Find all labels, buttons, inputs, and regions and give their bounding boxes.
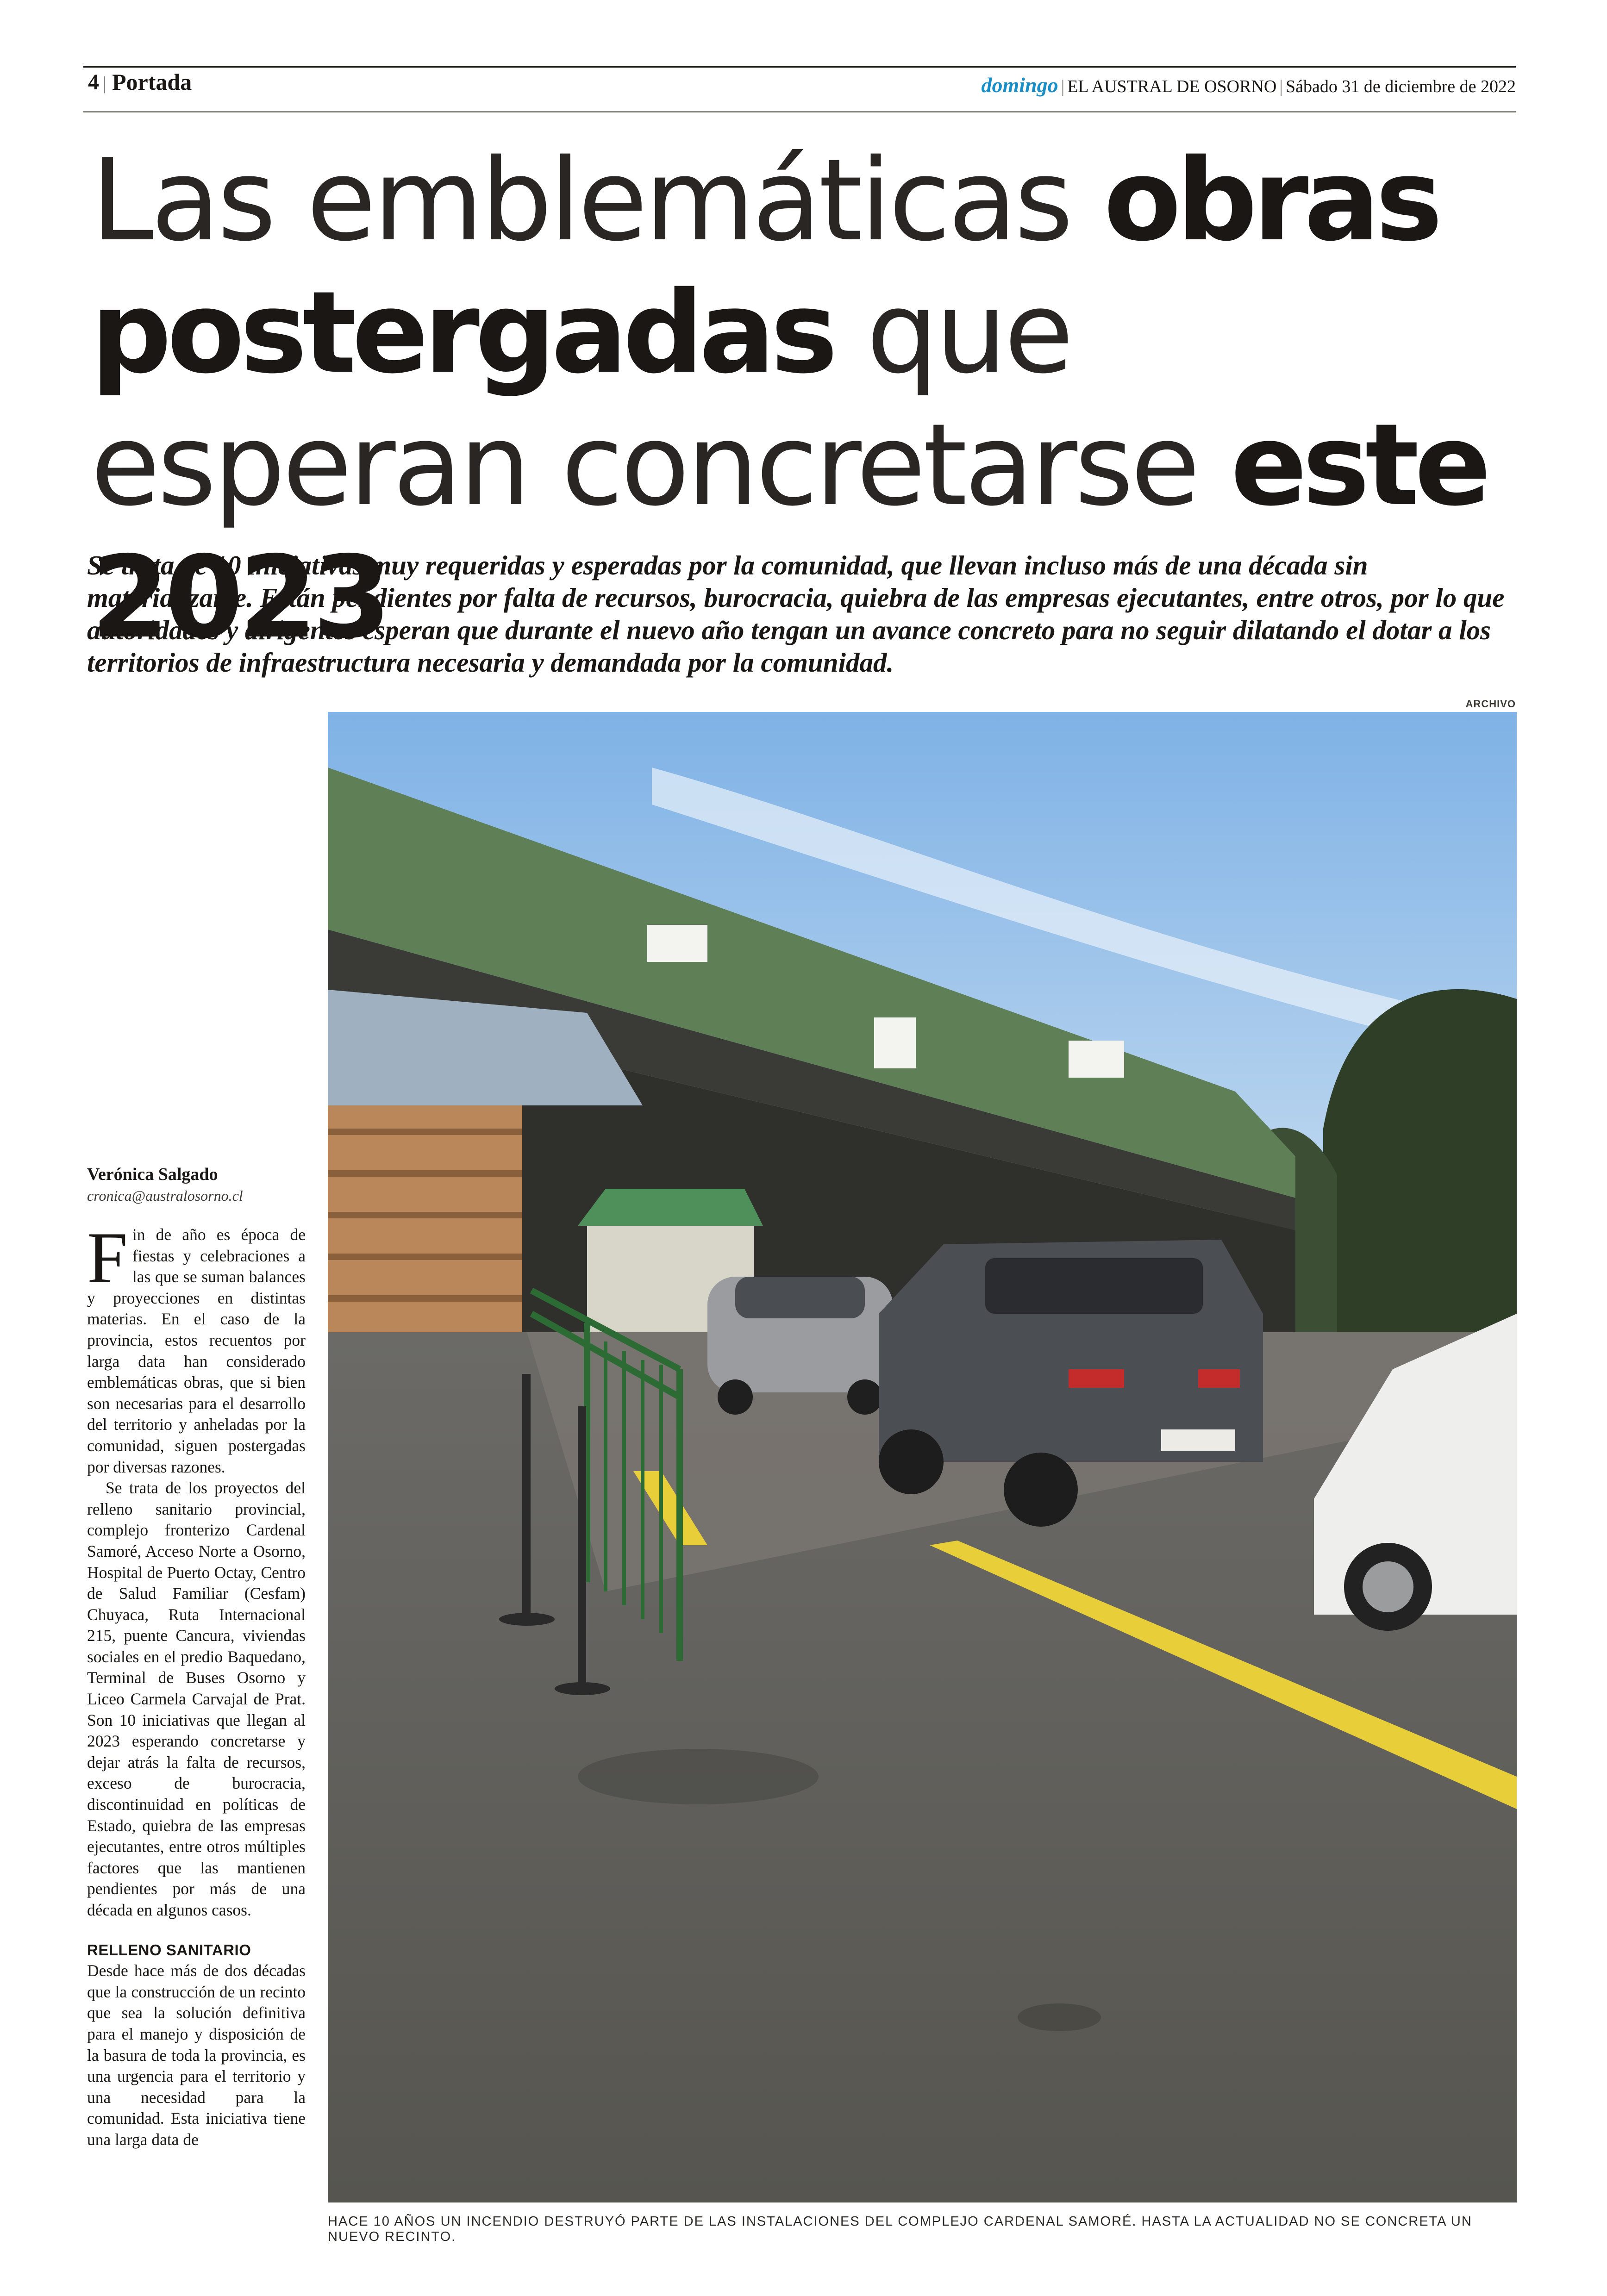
page-number: 4 <box>88 70 99 94</box>
paragraph-1 <box>87 1217 306 1478</box>
subhead-relleno-sanitario: RELLENO SANITARIO <box>87 1941 251 1959</box>
article-photo <box>328 712 1517 2202</box>
header-bottom-rule <box>83 111 1516 112</box>
drop-cap: F <box>87 1217 128 1298</box>
headline-part-2: obras postergadas <box>91 135 1438 399</box>
border-complex-photo <box>328 712 1517 2202</box>
header-divider-2: | <box>1279 77 1283 96</box>
headline-part-1: Las emblemáticas <box>91 135 1104 266</box>
header-meta <box>981 73 1516 97</box>
newspaper-name: EL AUSTRAL DE OSORNO <box>1067 77 1277 96</box>
section-title: Portada <box>112 69 192 95</box>
photo-caption: HACE 10 AÑOS UN INCENDIO DESTRUYÓ PARTE DE LAS INSTALACIONES DEL COMPLEJO CARDENAL SAMORÉ. HASTA LA ACTUALIDAD NO SE CONCRETA UN NUEVO RECINTO. <box>328 2214 1472 2244</box>
author-email: cronica@australosorno.cl <box>87 1187 243 1204</box>
brand-label: domingo <box>981 73 1058 97</box>
paragraph-2: Se trata de los proyectos del relleno sanitario provincial, complejo fronterizo Cardenal Samoré, Acceso Norte a Osorno, Hospital de Puerto Octay, Centro de Salud Familiar (Cesfam) Chuyaca, Ruta Internacional 215, puente Cancura, viviendas sociales en el predio Baquedano, Terminal de Buses Osorno y Liceo Carmela Carvajal de Prat. Son 10 iniciativas que llegan al 2023 esperando concretarse y dejar atrás la falta de recursos, exceso de burocracia, discontinuidad en políticas de Estado, quiebra de las empresas ejecutantes, entre otros múltiples factores que las mantienen pendientes por más de una década en algunos casos. <box>87 1479 306 1919</box>
deck: Se trata de 10 iniciativas muy requeridas y esperadas por la comunidad, que llevan incluso más de una década sin materializarse. Están pendientes por falta de recursos, burocracia, quiebra de las empresas ejecutantes, entre otros, por lo que autoridades y dirigentes esperan que durante el nuevo año tengan un avance concreto para no seguir dilatando el dotar a los territorios de infraestructura necesaria y demandada por la comunidad. <box>87 550 1505 678</box>
photo-credit: ARCHIVO <box>1465 698 1516 710</box>
article-body <box>87 1217 306 2151</box>
page-separator: | <box>103 73 107 94</box>
paragraph-3: Desde hace más de dos décadas que la construcción de un recinto que sea la solución definitiva para el manejo y disposición de la basura de toda la provincia, es una urgencia para el territorio y una necesidad para la comunidad. Esta iniciativa tiene una larga data de <box>87 1961 306 2149</box>
paragraph-1-text: in de año es época de fiestas y celebraciones a las que se suman balances y proyecciones en distintas materias. En el caso de la provincia, estos recuentos por larga data han considerado emblemáticas obras, que si bien son necesarias para el desarrollo del territorio y anheladas por la comunidad, siguen postergadas por diversas razones. <box>87 1225 306 1476</box>
headline-part-3: que esperan concretarse <box>91 267 1231 531</box>
edition-date: Sábado 31 de diciembre de 2022 <box>1285 77 1516 96</box>
author-name: Verónica Salgado <box>87 1165 218 1184</box>
headline-part-4: este 2023 <box>91 399 1487 663</box>
header-top-rule <box>83 66 1516 68</box>
header-divider-1: | <box>1061 77 1065 96</box>
